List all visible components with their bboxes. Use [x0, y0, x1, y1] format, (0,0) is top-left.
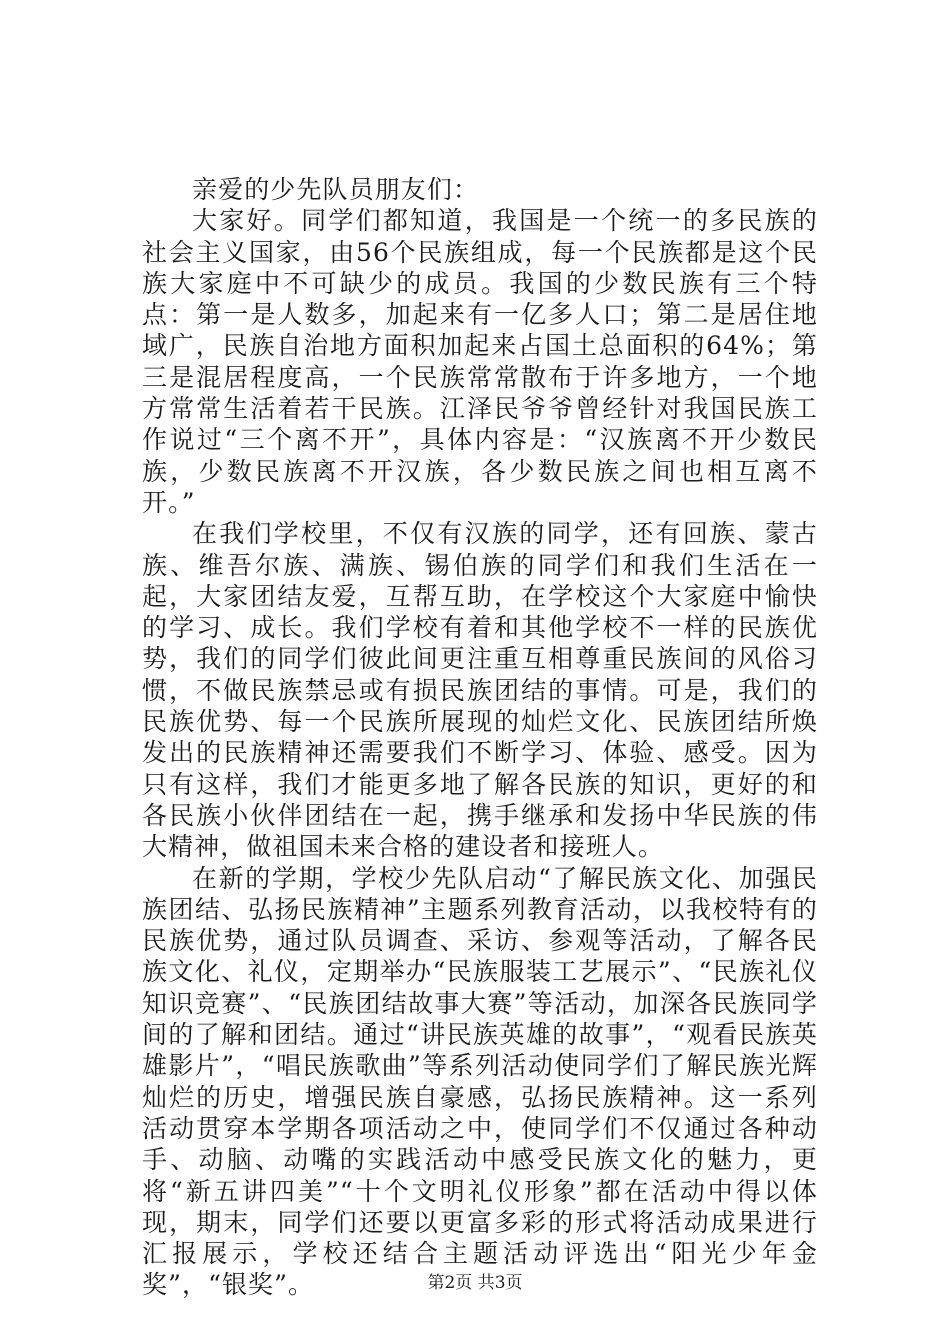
document-body [142, 174, 818, 1301]
paragraph-activities: 在新的学期，学校少先队启动“了解民族文化、加强民族团结、弘扬民族精神”主题系列教育活动，以我校特有的民族优势，通过队员调查、采访、参观等活动，了解各民族文化、礼仪，定期举办“民族服装工艺展示”、“民族礼仪知识竞赛”、“民族团结故事大赛”等活动，加深各民族同学间的了解和团结。通过“讲民族英雄的故事”，“观看民族英雄影片”，“唱民族歌曲”等系列活动使同学们了解民族光辉灿烂的历史，增强民族自豪感，弘扬民族精神。这一系列活动贯穿本学期各项活动之中，使同学们不仅通过各种动手、动脑、动嘴的实践活动中感受民族文化的魅力，更将“新五讲四美”“十个文明礼仪形象”都在活动中得以体现，期末，同学们还要以更富多彩的形式将活动成果进行汇报展示，学校还结合主题活动评选出“阳光少年金奖”，“银奖”。 [142, 863, 818, 1300]
paragraph-intro: 大家好。同学们都知道，我国是一个统一的多民族的社会主义国家，由56个民族组成，每一个民族都是这个民族大家庭中不可缺少的成员。我国的少数民族有三个特点：第一是人数多，加起来有一亿多人口；第二是居住地域广，民族自治地方面积加起来占国土总面积的64%；第三是混居程度高，一个民族常常散布于许多地方，一个地方常常生活着若干民族。江泽民爷爷曾经针对我国民族工作说过“三个离不开”，具体内容是：“汉族离不开少数民族，少数民族离不开汉族，各少数民族之间也相互离不开。” [142, 206, 818, 517]
page-number-footer: 第2页 共3页 [427, 1273, 523, 1293]
salutation: 亲爱的少先队员朋友们： [192, 175, 480, 204]
paragraph-school: 在我们学校里，不仅有汉族的同学，还有回族、蒙古族、维吾尔族、满族、锡伯族的同学们和我们生活在一起，大家团结友爱，互帮互助，在学校这个大家庭中愉快的学习、成长。我们学校有着和其他学校不一样的民族优势，我们的同学们彼此间更注重互相尊重民族间的风俗习惯，不做民族禁忌或有损民族团结的事情。可是，我们的民族优势、每一个民族所展现的灿烂文化、民族团结所焕发出的民族精神还需要我们不断学习、体验、感受。因为只有这样，我们才能更多地了解各民族的知识，更好的和各民族小伙伴团结在一起，携手继承和发扬中华民族的伟大精神，做祖国未来合格的建设者和接班人。 [142, 519, 818, 862]
